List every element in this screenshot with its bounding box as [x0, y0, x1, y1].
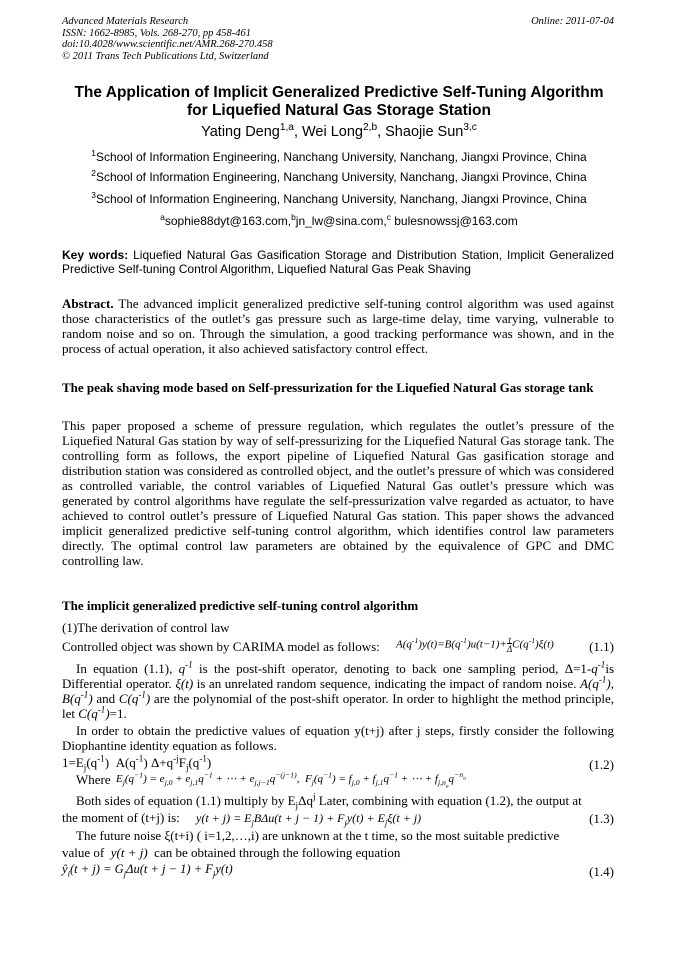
journal-name: Advanced Materials Research: [62, 16, 189, 27]
section-body: This paper proposed a scheme of pressure regulation, which regulates the outlet’s pressure of the Liquefied Natural Gas station by way of self-pressurizing for the Liquefied Natural Gas storage tank. The controlling form as follows, the export pipeline of Liquefied Natural Gas gasification storage and distribution station was considered as controlled object, and the outlet’s pressure of which was considered as controlled variable, the control variables of Liquefied Natural Gas outlet’s pressure which was generated by control algorithms have regulate the self-pressurization valve regarded as actuator, to have achieved to control outlet’s pressure of Liquefied Natural Gas station. This paper shows the advanced implicit generalized predictive self-tuning control algorithm, which identifies control law parameters directly. The optimal control law parameters are obtained by the equivalence of GPC and DMC controlling law.: [62, 418, 614, 568]
author-name: Wei Long: [302, 124, 363, 140]
title-line-2: for Liquefied Natural Gas Storage Station: [186, 102, 491, 119]
doi-line: doi:10.4028/www.scientific.net/AMR.268-270.458: [62, 39, 273, 50]
abstract-text: The advanced implicit generalized predictive self-tuning control algorithm was used against those characteristics of the outlet’s gas pressure such as large-time delay, time varying, vulnerable to random noise and so on. Through the simulation, a good tracking performance was shown, and in the process of actual operation, it also achieved satisfactory control effect.: [62, 296, 615, 356]
paragraph-future-noise: The future noise ξ(t+i) ( i=1,2,…,i) are unknown at the t time, so the most suitable predictive: [76, 828, 560, 843]
where-label: Where: [76, 772, 111, 787]
author-list: Yating Deng$^{1,a}$, Wei Long$^{2,b}$, Shaojie Sun$^{3,c}$: [201, 122, 477, 140]
author-sup: 2,b: [363, 122, 378, 134]
moment-label: the moment of (t+j) is:: [62, 810, 180, 825]
email: sophie88dyt@163.com,: [164, 214, 292, 228]
keywords-label: Key words:: [62, 248, 129, 262]
paper-title: [40, 84, 638, 120]
equation-1-1: $A(q^{-1})y(t)=B(q^{-1})u(t-1)+1$ $\Delta C(q^{-1})\xi(t)$: [396, 635, 554, 654]
author-name: Shaojie Sun: [385, 124, 464, 140]
eq11-intro: Controlled object was shown by CARIMA model as follows:: [62, 639, 380, 654]
email: jn_lw@sina.com,: [295, 214, 387, 228]
copyright-line: © 2011 Trans Tech Publications Ltd, Switzerland: [62, 50, 269, 62]
eq-number: (1.1): [589, 639, 614, 654]
equation-1-4: $ŷ_i(t + j) = G_j\Delta u(t + j - 1) + F_jy(t)$: [62, 862, 233, 879]
email-list: $^a$sophie88dyt@163.com,$^b$jn_lw@sina.com,$^c$ bulesnowssj@163.com: [160, 212, 518, 228]
abstract: [62, 296, 614, 356]
section-heading: The implicit generalized predictive self-tuning control algorithm: [62, 598, 419, 613]
affiliation: $^3$School of Information Engineering, Nanchang University, Nanchang, Jiangxi Province, China: [91, 190, 587, 206]
where-definitions: $E_j(q^{-1}) = e_{j,0} + e_{j,1}q^{-1}$ + ⋯ + $e_{j,j-1}q^{-(j-1)}$, $F_j(q^{-1}) = f_{j,0} + f_{j,1}q^{-1}$ + ⋯ + $f_{j,n_a}q^{-n_a}$: [116, 770, 466, 790]
affiliation: $^1$School of Information Engineering, Nanchang University, Nanchang, Jiangxi Province, China: [91, 148, 587, 164]
equation-1-2: $1=E_j(q^{-1})$ $A(q^{-1})$ $\Delta+q^{-j}F_j(q^{-1})$: [62, 753, 212, 773]
author-name: Yating Deng: [201, 124, 280, 140]
subsection-title: (1)The derivation of control law: [62, 620, 230, 635]
eq-number: (1.3): [589, 811, 614, 826]
title-line-1: The Application of Implicit Generalized Predictive Self-Tuning Algorithm: [74, 84, 604, 101]
keywords: [62, 248, 614, 276]
paragraph-eq11: In equation (1.1), $q^{-1}$ is the post-shift operator, denoting to back one sampling period, $\Delta=1-q^{-1}is$ Differential operator. ξ(t) is an unrelated random sequence, indicating the impact of random noise. $A(q^{-1})$, $B(q^{-1})$ and $C(q^{-1})$ are the polynomial of the post-shift operator. In order to highlight the method principle, let $C(q^{-1})=1$.: [62, 659, 614, 721]
eq-number: (1.4): [589, 864, 614, 879]
paragraph-predictive-value: value of y(t + j) can be obtained through the following equation: [62, 845, 401, 860]
equation-1-3: $y(t + j) = E_jB\Delta u(t + j - 1) + F_jy(t) + E_j\xi(t + j)$: [196, 811, 422, 828]
paragraph-prediction: In order to obtain the predictive values of equation y(t+j) after j steps, firstly consider the following Diophantine identity equation as follows.: [62, 723, 614, 753]
keywords-text: Liquefied Natural Gas Gasification Storage and Distribution Station, Implicit Generalized Predictive Self-tuning Control Algorithm, Liquefied Natural Gas Peak Shaving: [62, 248, 614, 276]
abstract-label: Abstract.: [62, 296, 114, 311]
running-header: [62, 16, 273, 62]
affiliation: $^2$School of Information Engineering, Nanchang University, Nanchang, Jiangxi Province, China: [91, 168, 587, 184]
issn-line: ISSN: 1662-8985, Vols. 268-270, pp 458-461: [62, 27, 251, 39]
author-sup: 1,a: [279, 122, 294, 134]
section-heading: The peak shaving mode based on Self-pressurization for the Liquefied Natural Gas storage tank: [62, 380, 594, 395]
email: bulesnowssj@163.com: [394, 214, 518, 228]
eq-number: (1.2): [589, 757, 614, 772]
author-sup: 3,c: [463, 122, 477, 134]
online-date: Online: 2011-07-04: [531, 16, 614, 27]
paragraph-both-sides: Both sides of equation (1.1) multiply by $E_j\Delta q^j$ Later, combining with equation (1.2), the output at: [76, 791, 582, 811]
